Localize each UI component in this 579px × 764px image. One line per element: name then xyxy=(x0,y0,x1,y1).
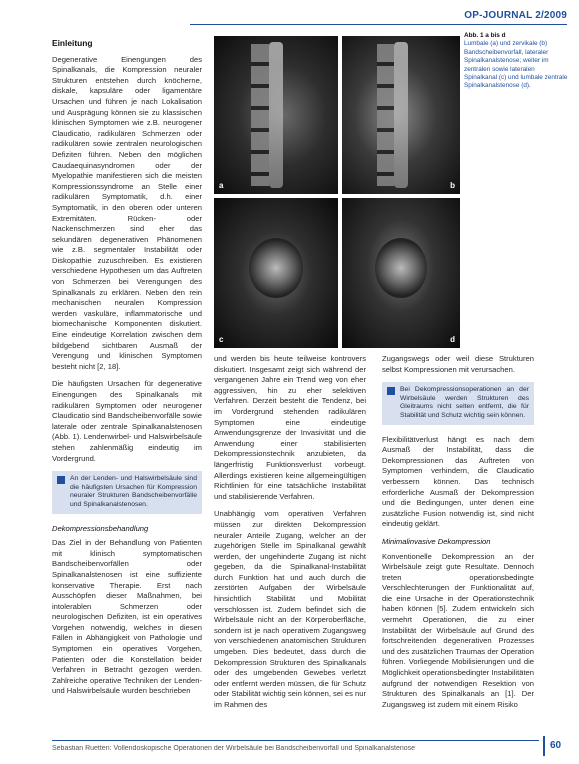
caption-text: Lumbale (a) und zervikale (b) Bandscheibenvorfall, lateraler Spinalkanalstenose; weiter im zentralen sowie lateralen Spinalkanal (c) und lumbale zentrale Spinalkanalstenose (d). xyxy=(464,40,568,90)
figure-label-b: b xyxy=(450,181,455,190)
figure-label-d: d xyxy=(450,335,455,344)
mri-image-d xyxy=(342,198,460,348)
callout-box: Bei Dekompressionsoperationen an der Wirbelsäule werden Strukturen des Gleitraums nicht selten entfernt, die für Stabilität und Schutz wichtig sein können. xyxy=(382,382,534,424)
header-rule xyxy=(190,24,567,25)
journal-title: OP-JOURNAL 2/2009 xyxy=(464,10,567,21)
section-heading: Einleitung xyxy=(52,38,93,48)
paragraph: Konventionelle Dekompression an der Wirbelsäule zeigt gute Resultate. Dennoch treten operationsbedingte Verschlechterungen der Funktionalität auf, die eine Ursache in der Operationstechnik haben können [5]. Zudem entwickeln sich vermehrt Operationen, die zu einer Instabilität der Wirbelsäule auf Grund des fortschreitenden degenerativen Prozesses und des zusätzlichen Traumas der Operation führen. Vorliegende Mobilisierungen und die Möglichkeit operationsbedingter Instabilitäten aufgrund der notwendigen Resektion von Strukturen des Spinalkanals an [1]. Der Zugangsweg ist zudem mit einem Risiko xyxy=(382,551,534,709)
text-column-3 xyxy=(382,354,534,717)
spinal-canal xyxy=(269,42,284,188)
paragraph: Unabhängig vom operativen Verfahren müssen zur direkten Dekompression neuraler Anteile Zugang, welcher an der zugehörigen Stelle im Spinalkanal gewählt werden, der ungehinderte Zugang ist nicht gegeben, da die Spinalkanal-Instabilität durch Funktion hat und auch durch die zerstörten Aufgaben der Wirbelsäule hinsichtlich Stabilität und Mobilität verschlossen ist. Zudem befindet sich die Wirbelsäule nicht an der Körperoberfläche, sondern ist je nach operativem Zugangsweg von verschiedenen anatomischen Strukturen umgeben. Dies bedeutet, dass durch die Dekompression Strukturen des Spinalkanals oder des umgebenden Gewebes verletzt oder entfernt werden müssen, die für Schutz oder Stabilität wichtig sein können, sei es nur im Rahmen des xyxy=(214,509,366,709)
mri-image-c xyxy=(214,198,338,348)
figure-caption xyxy=(464,32,568,91)
mri-image-a xyxy=(214,36,338,194)
paragraph: Das Ziel in der Behandlung von Patienten mit klinisch symptomatischen Bandscheibenvorfällen oder Spinalkanalstenosen ist eine suffiziente konservative Therapie. Erst nach Ausschöpfen dieser Maßnahmen, bei intolerablen Schmerzen oder neurologischen Defiziten, ist ein operatives Vorgehen notwendig, welches in diesen Fällen in Abhängigkeit von Pathologie und Symptomen ein operatives Vorgehen, Patienten oder die Konstellation beider Verfahren in Betracht gezogen werden. Zahlreiche operative Techniken der Lenden- und Halswirbelsäule wurden beschrieben xyxy=(52,538,202,696)
vertebra-column xyxy=(251,44,268,186)
callout-box: An der Lenden- und Halswirbelsäule sind die häufigsten Ursachen für Kompression neuraler Strukturen Bandscheibenvorfälle und Spinalkanalstenosen. xyxy=(52,471,202,513)
vertebra-column xyxy=(377,44,394,186)
caption-title: Abb. 1 a bis d xyxy=(464,32,506,39)
text-column-2 xyxy=(214,354,366,718)
footer-rule xyxy=(52,740,539,741)
paragraph: und werden bis heute teilweise kontrovers diskutiert. Insgesamt zeigt sich während der vergangenen Jahre ein Trend weg von eher aggressiven, hin zu eher selektiven Verfahren. Derzeit besteht die Tendenz, bei im Vordergrund stehenden radikulären Symptomen eine eindeutige Anwendungsgrenze der Invasivität und die Anwendung einer stabilisierten Dekompressionstechnik anzubieten, da längerfristig Funktionsverlust vorbeugt. Allerdings existieren keine allgemeingültigen Richtlinien für eine tatsächliche Instabilität und stabilisierende Verfahren. xyxy=(214,354,366,501)
paragraph: Degenerative Einengungen des Spinalkanals, die Kompression neuraler Strukturen entstehen durch knöcherne, diskale, kapsuläre oder ligamentäre Ursachen und führen je nach Lokalisation und Ausprägung können sie zu klassischen klinischen Symptomen wie z.B. neurogener Claudicatio, radikulären Schmerzen oder radikulären sowie zentralen neurologischen Defiziten führen. Neben den möglichen Caudaequinasyndromen oder der Myelopathie manifestieren sich die meisten Kompressionssyndrome an Stelle einer radikulären Symptomatik, d.h. einer Symptomatik, in den oberen oder unteren Extremitäten. Rücken- oder Nackenschmerzen sind eher das sekundären degenerativen Phänomenen wie z.B. segmentaler Instabilität oder Diskopathie zuzuschreiben. Es existieren verschiedene Hypothesen um das Auftreten von Schmerzen bei Verengungen des Spinalkanals zu erklären. Neben den rein mechanischen neuralen Kompression werden vaskuläre, inflammatorische und biomechanische Komponenten diskutiert. Eine eindeutige Korrelation zwischen dem bildgebend sichtbaren Ausmaß der Verengung und klinischen Symptomen besteht nicht [2, 18]. xyxy=(52,54,202,371)
paragraph: Zugangswegs oder weil diese Strukturen selbst Kompressionen mit verursachen. xyxy=(382,354,534,374)
spinal-canal xyxy=(394,42,408,188)
axial-section xyxy=(249,238,304,298)
figure-label-a: a xyxy=(219,181,224,190)
page-number: 60 xyxy=(550,740,562,751)
paragraph: Flexibilitätverlust hängt es nach dem Ausmaß der Instabilität, dass die Dekompressionen das Auftreten von Symptomen verhindern, die Claudicatio verbessern können. Das technisch erforderliche Ausmaß der Dekompression und die Bedingungen, unter denen eine zusätzliche Fusion notwendig ist, sind nicht eindeutig geklärt. xyxy=(382,434,534,529)
subheading: Minimalinvasive Dekompression xyxy=(382,536,491,546)
paragraph: Die häufigsten Ursachen für degenerative Einengungen des Spinalkanals mit radikulären Symptomen oder neurogener Claudicatio sind Bandscheibenvorfälle sowie laterale oder zentrale Spinalkanalstenosen (Abb. 1). Lendenwirbel- und Halswirbelsäule stehen zahlenmäßig eindeutig im Vordergrund. xyxy=(52,379,202,463)
mri-image-b xyxy=(342,36,460,194)
page-number-divider xyxy=(543,736,545,756)
footer-citation: Sebastian Ruetten: Vollendoskopische Operationen der Wirbelsäule bei Bandscheibenvorfall und Spinalkanalstenose xyxy=(52,745,416,752)
subheading: Dekompressionsbehandlung xyxy=(52,523,149,533)
axial-section xyxy=(375,238,427,298)
text-column-1 xyxy=(52,38,202,704)
figure-label-c: c xyxy=(219,335,224,344)
